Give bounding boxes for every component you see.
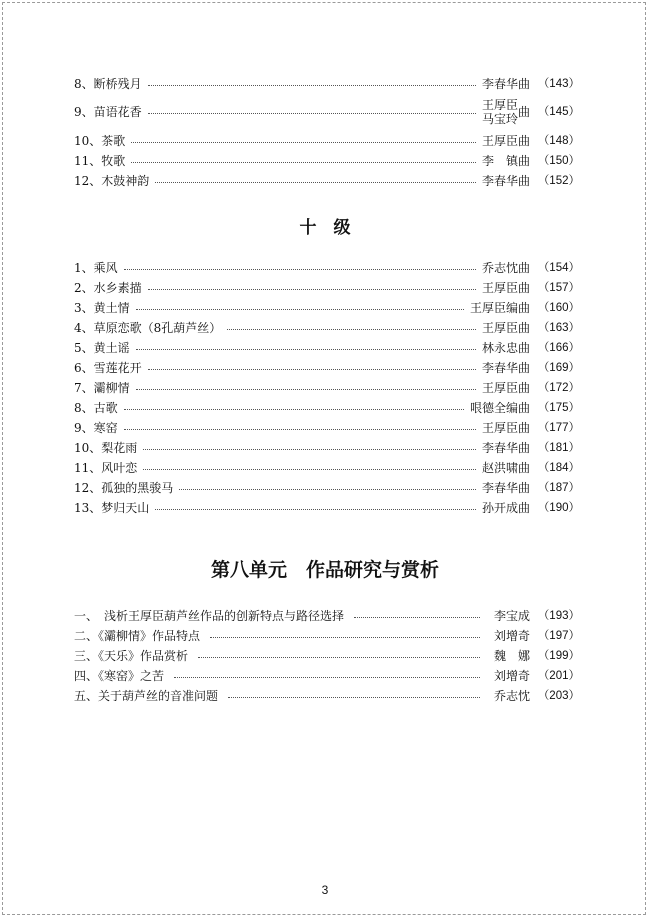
toc-entry[interactable] (74, 318, 580, 338)
entry-title: 一、 浅析王厚臣葫芦丝作品的创新特点与路径选择 (74, 609, 345, 623)
toc-entry[interactable] (74, 686, 580, 706)
entry-author: 刘增奇 (493, 629, 530, 643)
toc-entry[interactable] (74, 298, 580, 318)
entry-title: 8、古歌 (74, 401, 118, 415)
section-heading-level-ten: 十 级 (299, 218, 351, 238)
entry-page: （150） (537, 155, 580, 167)
entry-author: 孙开成曲 (481, 501, 530, 515)
entry-page: （197） (537, 630, 580, 642)
toc-entry[interactable] (74, 131, 580, 151)
entry-page: （152） (537, 175, 580, 187)
entry-page: （143） (537, 78, 580, 90)
entry-author: 刘增奇 (493, 669, 530, 683)
entry-page: （177） (537, 422, 580, 434)
toc-entry[interactable] (74, 498, 580, 518)
entry-author: 王厚臣曲 (481, 381, 530, 395)
toc-entry[interactable] (74, 358, 580, 378)
entry-page: （184） (537, 462, 580, 474)
entry-page: （175） (537, 402, 580, 414)
entry-page: （166） (537, 342, 580, 354)
dot-leader (198, 657, 480, 658)
toc-entry[interactable] (74, 398, 580, 418)
dot-leader (124, 409, 464, 410)
dot-leader (124, 429, 476, 430)
dot-leader (148, 85, 476, 86)
entry-page: （201） (537, 670, 580, 682)
entry-title: 9、寒窑 (74, 421, 118, 435)
toc-entry[interactable] (74, 626, 580, 646)
entry-author: 林永忠曲 (481, 341, 530, 355)
dot-leader (136, 349, 476, 350)
toc-entry[interactable] (74, 151, 580, 171)
toc-entry[interactable] (74, 258, 580, 278)
dot-leader (155, 509, 476, 510)
entry-author: 王厚臣曲 (481, 134, 530, 148)
entry-author: 王厚臣编曲 (469, 301, 530, 315)
entry-author: 乔志忱 (493, 689, 530, 703)
toc-entry[interactable] (74, 666, 580, 686)
entry-page: （148） (537, 135, 580, 147)
toc-entry[interactable] (74, 378, 580, 398)
entry-page: （160） (537, 302, 580, 314)
entry-page: （187） (537, 482, 580, 494)
entry-title: 五、关于葫芦丝的音准问题 (74, 689, 219, 703)
toc-entry[interactable] (74, 97, 580, 127)
entry-page: （163） (537, 322, 580, 334)
page-number: 3 (321, 883, 329, 897)
entry-author-suffix: 曲 (517, 105, 530, 119)
dot-leader (179, 489, 476, 490)
toc-entry[interactable] (74, 458, 580, 478)
entry-page: （181） (537, 442, 580, 454)
entry-page: （145） (537, 106, 580, 118)
entry-title: 1、乘风 (74, 261, 118, 275)
entry-author-line: 马宝玲 (481, 112, 518, 126)
entry-title: 11、牧歌 (74, 154, 126, 168)
entry-author: 王厚臣曲 (481, 281, 530, 295)
entry-title: 10、梨花雨 (74, 441, 138, 455)
entry-author: 魏 娜 (493, 649, 530, 663)
entry-title: 12、孤独的黑骏马 (74, 481, 174, 495)
toc-entry[interactable] (74, 438, 580, 458)
entry-title: 四、《寒窑》之苦 (74, 669, 165, 683)
dot-leader (143, 469, 476, 470)
dot-leader (174, 677, 480, 678)
dot-leader (228, 697, 480, 698)
entry-title: 12、木鼓神韵 (74, 174, 150, 188)
dot-leader (210, 637, 480, 638)
entry-title: 4、草原恋歌（8孔葫芦丝） (74, 321, 222, 335)
entry-author: 李春华曲 (481, 481, 530, 495)
entry-page: （172） (537, 382, 580, 394)
entry-title: 13、梦归天山 (74, 501, 150, 515)
dot-leader (148, 369, 476, 370)
dot-leader (136, 389, 476, 390)
entry-page: （154） (537, 262, 580, 274)
entry-page: （193） (537, 610, 580, 622)
entry-page: （190） (537, 502, 580, 514)
dot-leader (131, 142, 476, 143)
dot-leader (131, 162, 476, 163)
toc-entry[interactable] (74, 478, 580, 498)
entry-author: 赵洪啸曲 (481, 461, 530, 475)
toc-entry[interactable] (74, 418, 580, 438)
entry-page: （199） (537, 650, 580, 662)
entry-title: 6、雪莲花开 (74, 361, 142, 375)
entry-author: 李春华曲 (481, 77, 530, 91)
entry-title: 8、断桥残月 (74, 77, 142, 91)
toc-entry[interactable] (74, 606, 580, 626)
toc-entry[interactable] (74, 278, 580, 298)
entry-author: 王厚臣曲 (481, 321, 530, 335)
entry-author (482, 98, 530, 126)
entry-author: 李春华曲 (481, 441, 530, 455)
entry-title: 2、水乡素描 (74, 281, 142, 295)
dot-leader (148, 113, 476, 114)
entry-title: 二、《灞柳情》作品特点 (74, 629, 201, 643)
entry-title: 10、茶歌 (74, 134, 126, 148)
entry-title: 9、苗语花香 (74, 105, 142, 119)
dot-leader (143, 449, 476, 450)
dot-leader (148, 289, 476, 290)
dot-leader (354, 617, 480, 618)
dot-leader (155, 182, 476, 183)
entry-title: 三、《天乐》作品赏析 (74, 649, 189, 663)
dot-leader (124, 269, 476, 270)
entry-title: 3、黄土情 (74, 301, 130, 315)
entry-author: 哏德全编曲 (469, 401, 530, 415)
entry-page: （203） (537, 690, 580, 702)
entry-author: 李宝成 (493, 609, 530, 623)
toc-entry[interactable] (74, 171, 580, 191)
entry-title: 7、灞柳情 (74, 381, 130, 395)
entry-author: 乔志忱曲 (481, 261, 530, 275)
toc-entry[interactable] (74, 646, 580, 666)
dot-leader (136, 309, 464, 310)
entry-author: 李春华曲 (481, 174, 530, 188)
entry-title: 11、风叶恋 (74, 461, 138, 475)
toc-entry[interactable] (74, 338, 580, 358)
toc-entry[interactable] (74, 74, 580, 94)
entry-page: （157） (537, 282, 580, 294)
entry-author: 李春华曲 (481, 361, 530, 375)
section-heading-unit-eight: 第八单元 作品研究与赏析 (210, 559, 439, 581)
entry-page: （169） (537, 362, 580, 374)
entry-title: 5、黄土谣 (74, 341, 130, 355)
entry-author: 王厚臣曲 (481, 421, 530, 435)
entry-author-line: 王厚臣 (481, 98, 518, 112)
entry-author: 李 镇曲 (481, 154, 530, 168)
dot-leader (227, 329, 476, 330)
